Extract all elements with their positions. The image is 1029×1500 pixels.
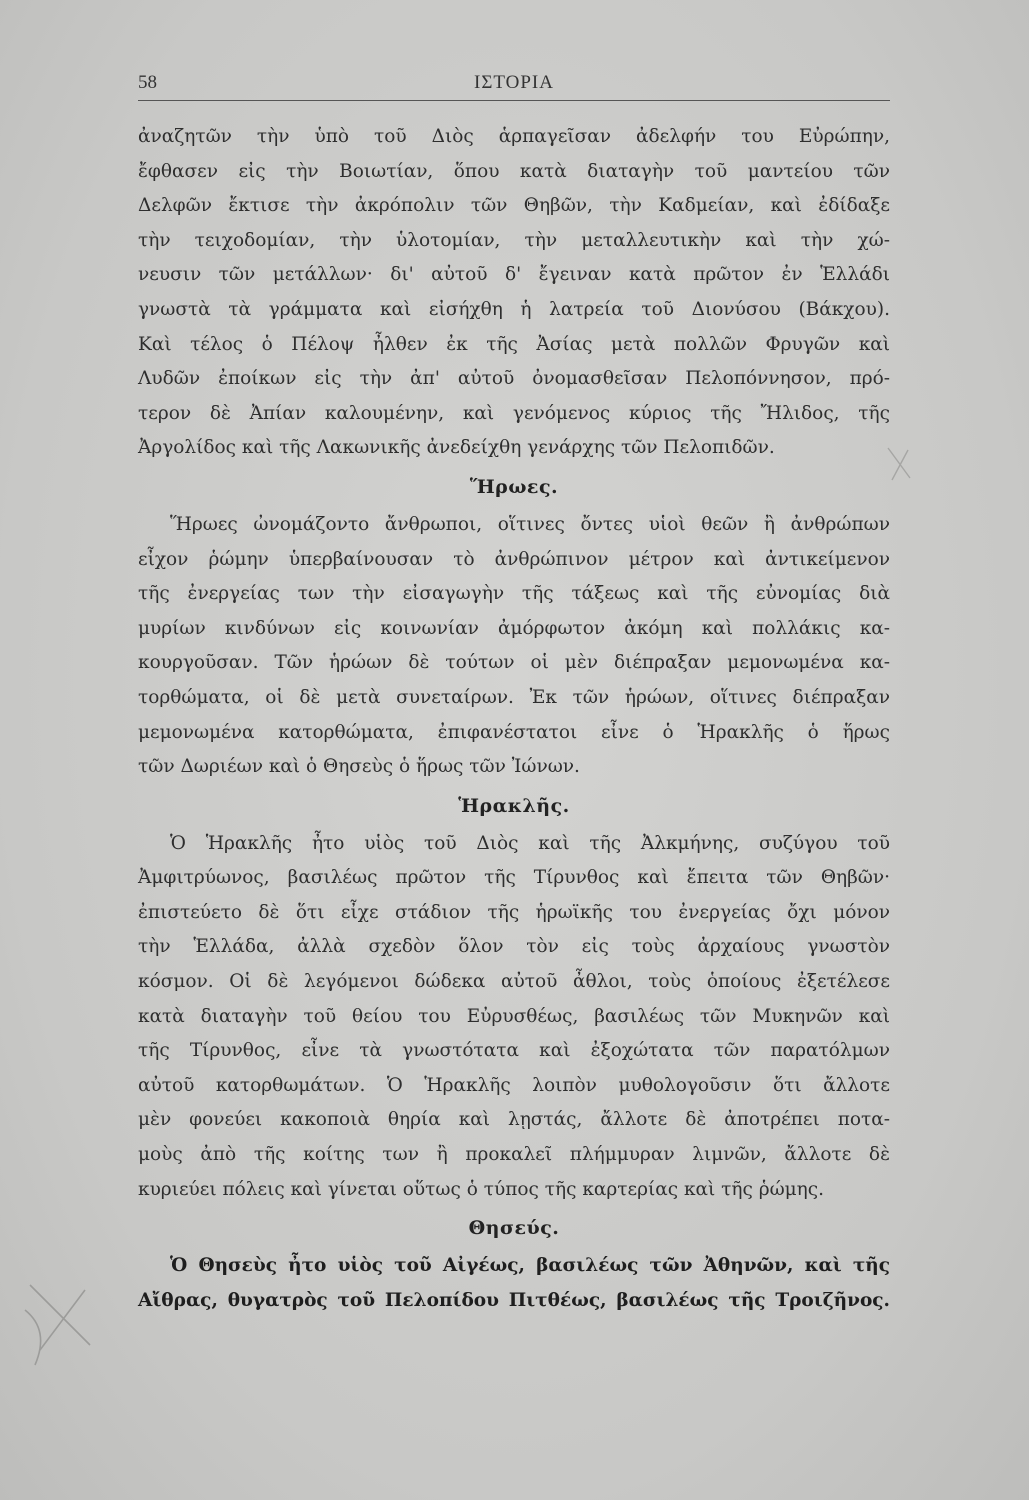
- text-line: ἀναζητῶν τὴν ὑπὸ τοῦ Διὸς ἁρπαγεῖσαν ἀδελφήν του Εὐρώπην,: [138, 126, 890, 147]
- text-line: Καὶ τέλος ὁ Πέλοψ ἦλθεν ἐκ τῆς Ἀσίας μετὰ πολλῶν Φρυγῶν καὶ: [138, 333, 890, 355]
- text-line: Ὁ Ἡρακλῆς ἦτο υἱὸς τοῦ Διὸς καὶ τῆς Ἀλκμήνης, συζύγου τοῦ: [170, 832, 890, 854]
- paragraph-theseus: [138, 1249, 890, 1318]
- text-line: γνωστὰ τὰ γράμματα καὶ εἰσήχθη ἡ λατρεία τοῦ Διονύσου (Βάκχου).: [138, 298, 890, 320]
- text-line: μυρίων κινδύνων εἰς κοινωνίαν ἀμόρφωτον ἀκόμη καὶ πολλάκις κα-: [138, 617, 890, 639]
- text-line: τῆς Τίρυνθος, εἶνε τὰ γνωστότατα καὶ ἐξοχώτατα τῶν παρατόλμων: [138, 1040, 890, 1062]
- text-line: κόσμον. Οἱ δὲ λεγόμενοι δώδεκα αὐτοῦ ἆθλοι, τοὺς ὁποίους ἐξετέλεσε: [138, 971, 890, 993]
- margin-pencil-stroke: [880, 440, 920, 490]
- text-line: Ἀμφιτρύωνος, βασιλέως πρῶτον τῆς Τίρυνθος καὶ ἔπειτα τῶν Θηβῶν·: [138, 867, 890, 889]
- text-line: ἐπιστεύετο δὲ ὅτι εἶχε στάδιον τῆς ἡρωϊκῆς του ἐνεργείας ὄχι μόνον: [138, 901, 890, 923]
- section-heading-theseus: Θησεύς.: [468, 1217, 560, 1240]
- running-title: ΙΣΤΟΡΙΑ: [474, 72, 554, 93]
- margin-pencil-mark: [20, 1270, 110, 1370]
- text-line: μὲν φονεύει κακοποιὰ θηρία καὶ λῃστάς, ἄλλοτε δὲ ἀποτρέπει ποτα-: [138, 1109, 890, 1131]
- text-line: ἔφθασεν εἰς τὴν Βοιωτίαν, ὅπου κατὰ διαταγὴν τοῦ μαντείου τῶν: [138, 160, 890, 182]
- text-line: κουργοῦσαν. Τῶν ἡρώων δὲ τούτων οἱ μὲν διέπραξαν μεμονωμένα κα-: [138, 652, 890, 674]
- page-header: [138, 70, 890, 101]
- paragraph-heracles: [138, 827, 890, 1208]
- text-line: νευσιν τῶν μετάλλων· δι' αὐτοῦ δ' ἔγειναν κατὰ πρῶτον ἐν Ἑλλάδι: [138, 264, 890, 286]
- text-line: Ὁ Θησεὺς ἦτο υἱὸς τοῦ Αἰγέως, βασιλέως τῶν Ἀθηνῶν, καὶ τῆς: [170, 1255, 890, 1277]
- text-line: Ἥρωες ὠνομάζοντο ἄνθρωποι, οἵτινες ὄντες υἱοὶ θεῶν ἢ ἀνθρώπων: [170, 513, 890, 535]
- text-line: κυριεύει πόλεις καὶ γίνεται οὕτως ὁ τύπος τῆς καρτερίας καὶ τῆς ῥώμης.: [138, 1178, 824, 1200]
- text-line: Λυδῶν ἐποίκων εἰς τὴν ἀπ' αὐτοῦ ὀνομασθεῖσαν Πελοπόννησον, πρό-: [138, 368, 890, 390]
- text-line: Ἀργολίδος καὶ τῆς Λακωνικῆς ἀνεδείχθη γενάρχης τῶν Πελοπιδῶν.: [138, 437, 775, 459]
- section-heading-heroes: Ἥρωες.: [469, 475, 559, 498]
- text-line: τερον δὲ Ἀπίαν καλουμένην, καὶ γενόμενος κύριος τῆς Ἤλιδος, τῆς: [138, 402, 890, 424]
- text-line: μεμονωμένα κατορθώματα, ἐπιφανέστατοι εἶνε ὁ Ἡρακλῆς ὁ ἥρως: [138, 721, 890, 743]
- text-line: τὴν Ἑλλάδα, ἀλλὰ σχεδὸν ὅλον τὸν εἰς τοὺς ἀρχαίους γνωστὸν: [138, 936, 890, 958]
- page-body: [138, 120, 890, 1318]
- text-line: τῶν Δωριέων καὶ ὁ Θησεὺς ὁ ἥρως τῶν Ἰώνων.: [138, 756, 580, 778]
- text-line: τορθώματα, οἱ δὲ μετὰ συνεταίρων. Ἐκ τῶν ἡρώων, οἵτινες διέπραξαν: [138, 686, 890, 708]
- text-line: τῆς ἐνεργείας των τὴν εἰσαγωγὴν τῆς τάξεως καὶ τῆς εὐνομίας διὰ: [138, 583, 890, 605]
- paragraph-cadmus-pelops: [138, 120, 890, 466]
- paragraph-heroes: [138, 508, 890, 785]
- text-line: μοὺς ἀπὸ τῆς κοίτης των ἢ προκαλεῖ πλήμμυραν λιμνῶν, ἄλλοτε δὲ: [138, 1144, 890, 1166]
- text-line: Δελφῶν ἔκτισε τὴν ἀκρόπολιν τῶν Θηβῶν, τὴν Καδμείαν, καὶ ἐδίδαξε: [138, 195, 890, 217]
- text-line: αὐτοῦ κατορθωμάτων. Ὁ Ἡρακλῆς λοιπὸν μυθολογοῦσιν ὅτι ἄλλοτε: [138, 1074, 890, 1096]
- page-number: 58: [138, 72, 157, 93]
- text-line: τὴν τειχοδομίαν, τὴν ὑλοτομίαν, τὴν μεταλλευτικὴν καὶ τὴν χώ-: [138, 229, 890, 251]
- text-line: εἶχον ῥώμην ὑπερβαίνουσαν τὸ ἀνθρώπινον μέτρον καὶ ἀντικείμενον: [138, 548, 890, 570]
- text-line: κατὰ διαταγὴν τοῦ θείου του Εὐρυσθέως, βασιλέως τῶν Μυκηνῶν καὶ: [138, 1005, 890, 1027]
- text-line: Αἴθρας, θυγατρὸς τοῦ Πελοπίδου Πιτθέως, βασιλέως τῆς Τροιζῆνος.: [138, 1289, 890, 1311]
- section-heading-heracles: Ἡρακλῆς.: [458, 794, 570, 817]
